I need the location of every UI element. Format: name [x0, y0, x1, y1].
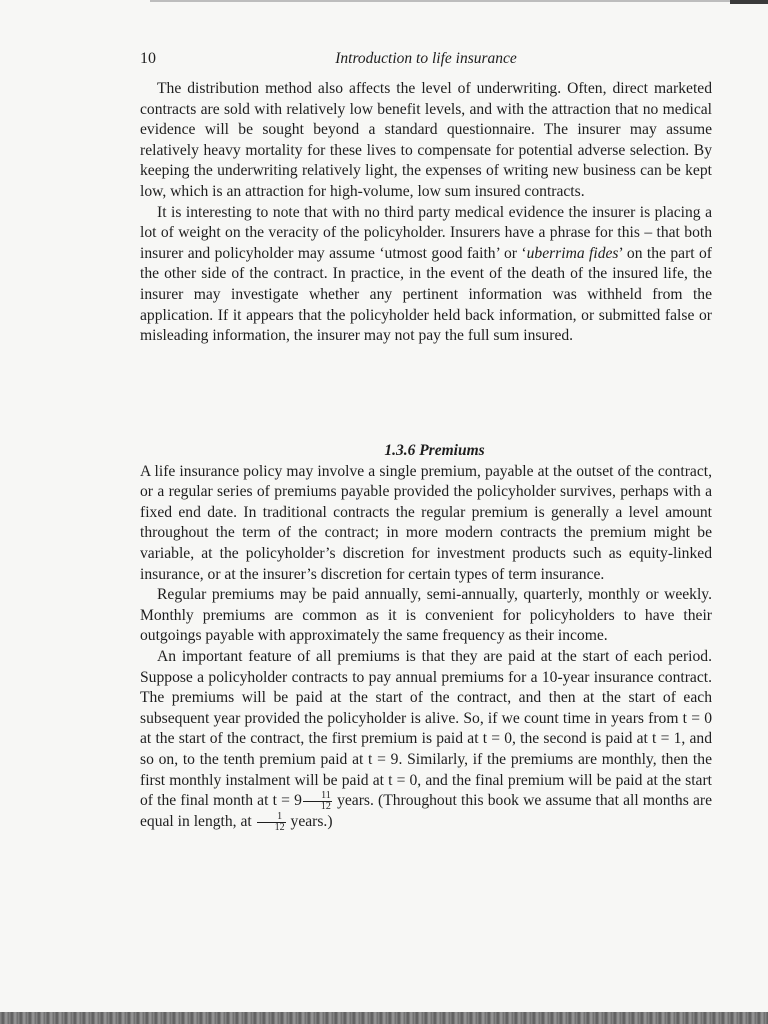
- section-premiums: [140, 441, 712, 833]
- fraction-numerator: 1: [257, 812, 286, 823]
- page-header: [140, 50, 712, 72]
- page-number: 10: [140, 50, 156, 67]
- paragraph-good-faith-part2: ’ on the part of the other side of the contract. In practice, in the event of the death of the insured life, the insurer may investigate whether any pertinent information was withheld from the application. If it appears that the policyholder held back information, or submitted false or misleading information, the insurer may not pay the full sum insured.: [140, 244, 712, 345]
- scan-edge-strip: [0, 1012, 768, 1024]
- paragraph-premium-types: A life insurance policy may involve a single premium, payable at the outset of the contract, or a regular series of premiums payable provided the policyholder survives, perhaps with a fixed end date. In traditional contracts the regular premium is generally a level amount throughout the term of the contract; in more modern contracts the premium might be variable, at the policyholder’s discretion for investment products such as equity-linked insurance, or at the insurer’s discretion for certain types of term insurance.: [140, 462, 712, 583]
- latin-phrase: uberrima fides: [526, 244, 619, 262]
- body-text: [140, 79, 712, 347]
- paragraph-premium-timing-part2: years. (Throughout this book we assume that all months are equal in length, at: [140, 792, 713, 831]
- fraction-eleven-twelfths: [303, 791, 332, 812]
- paragraph-good-faith-part1: It is interesting to note that with no third party medical evidence the insurer is placing a lot of weight on the veracity of the policyholder. Insurers have a phrase for this – that both insurer and policyholder may assume ‘utmost good faith’ or ‘: [140, 203, 712, 262]
- paragraph-premium-frequency: Regular premiums may be paid annually, semi-annually, quarterly, monthly or weekly. Monthly premiums are common as it is convenient for policyholders to have their outgoings payable with approximately the same frequency as their income.: [140, 586, 712, 645]
- running-head: Introduction to life insurance: [335, 50, 517, 67]
- top-rule-dark: [730, 0, 768, 4]
- paragraph-premium-timing: [140, 647, 712, 833]
- top-rule: [150, 0, 768, 2]
- paragraph-good-faith: [140, 203, 712, 347]
- fraction-numerator: 11: [303, 791, 332, 802]
- paragraph-distribution: The distribution method also affects the level of underwriting. Often, direct marketed contracts are sold with relatively low benefit levels, and with the attraction that no medical evidence will be sought beyond a standard questionnaire. The insurer may assume relatively heavy mortality for these lives to compensate for potential adverse selection. By keeping the underwriting relatively light, the expenses of writing new business can be kept low, which is an attraction for high-volume, low sum insured contracts.: [140, 80, 712, 200]
- fraction-denominator: 12: [274, 822, 285, 834]
- section-title: 1.3.6 Premiums: [384, 442, 485, 459]
- fraction-one-twelfth: [257, 812, 286, 833]
- paragraph-premium-timing-part3: years.): [286, 813, 333, 831]
- fraction-denominator: 12: [320, 801, 331, 813]
- paragraph-premium-timing-part1: An important feature of all premiums is that they are paid at the start of each period. Suppose a policyholder contracts to pay annual premiums for a 10-year insurance contract. The premiums will be paid at the start of the contract, and then at the start of each subsequent year provided the policyholder is alive. So, if we count time in years from t = 0 at the start of the contract, the first premium is paid at t = 0, the second is paid at t = 1, and so on, to the tenth premium paid at t = 9. Similarly, if the premiums are monthly, then the first monthly instalment will be paid at t = 0, and the final premium will be paid at the start of the final month at t = 9: [140, 647, 712, 810]
